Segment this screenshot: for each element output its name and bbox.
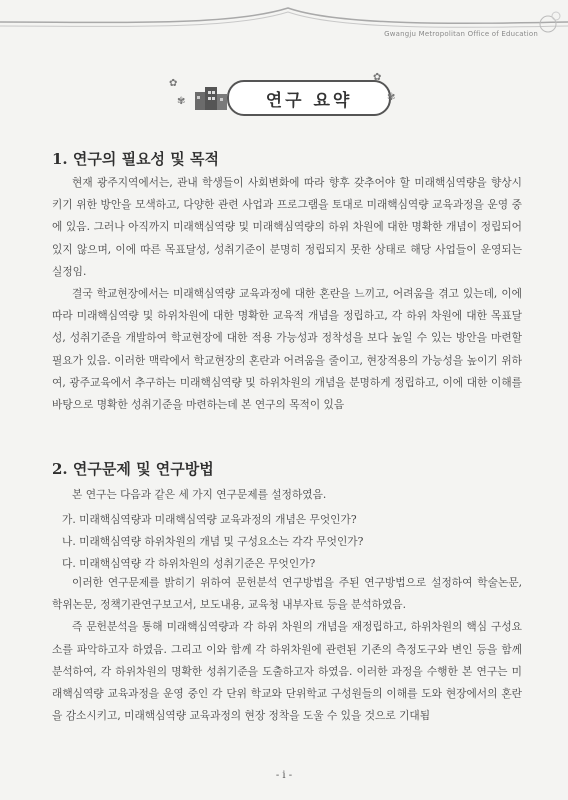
paragraph: 본 연구는 다음과 같은 세 가지 연구문제를 설정하였음. [72, 488, 327, 501]
section-heading: 2. 연구문제 및 연구방법 [52, 460, 214, 478]
flower-icon: ✾ [177, 96, 186, 107]
flower-icon: ✿ [169, 78, 178, 89]
section-heading: 1. 연구의 필요성 및 목적 [52, 150, 219, 168]
list-item: 다. 미래핵심역량 각 하위차원의 성취기준은 무엇인가? [62, 557, 316, 570]
flower-icon: ✾ [387, 92, 396, 103]
page-number: - i - [275, 770, 293, 781]
section-body [52, 172, 522, 416]
list-item: 나. 미래핵심역량 하위차원의 개념 및 구성요소는 각각 무엇인가? [62, 535, 364, 548]
paragraph: 결국 학교현장에서는 미래핵심역량 교육과정에 대한 혼란을 느끼고, 어려움을 겪고 있는데, 이에 따라 미래핵심역량 및 하위차원에 대한 명확한 교육적 개념을 정립하고, 각 하위 차원에 대한 목표달성, 성취기준을 개발하여 학교현장에 대한 적용 가능성과 정착성을 보다 높일 수 있는 방안을 마련할 필요가 있음. 이러한 맥락에서 학교현장의 혼란과 어려움을 줄이고, 현장적용의 가능성을 높이기 위하여, 광주교육에서 추구하는 미래핵심역량 및 하위차원의 개념을 분명하게 정립하고, 이에 대한 이해를 바탕으로 명확한 성취기준을 마련하는데 본 연구의 목적이 있음 [52, 287, 522, 412]
paragraph: 즉 문헌분석을 통해 미래핵심역량과 각 하위 차원의 개념을 재정립하고, 하위차원의 핵심 구성요소를 파악하고자 하였음. 그리고 이와 함께 각 하위차원에 관련된 기존의 측정도구와 변인 등을 함께 분석하여, 각 하위차원의 명확한 성취기준을 도출하고자 하였음. 이러한 과정을 수행한 본 연구는 미래핵심역량 교육과정을 운영 중인 각 단위 학교와 단위학교 구성원들의 이해를 도와 현장에서의 혼란을 감소시키고, 미래핵심역량 교육과정의 현장 정착을 도울 수 있을 것으로 기대됨 [52, 620, 522, 723]
title-banner [165, 72, 405, 122]
page-title: 연구 요약 [227, 80, 391, 116]
list-item: 가. 미래핵심역량과 미래핵심역량 교육과정의 개념은 무엇인가? [62, 513, 357, 526]
paragraph: 현재 광주지역에서는, 관내 학생들이 사회변화에 따라 향후 갖추어야 할 미래핵심역량을 향상시키기 위한 방안을 모색하고, 다양한 관련 사업과 프로그램을 토대로 미래핵심역량 교육과정을 운영 중에 있음. 그러나 아직까지 미래핵심역량 및 미래핵심역량의 하위 차원에 대한 명확한 개념이 정립되어 있지 않으며, 이에 따른 목표달성, 성취기준이 분명히 정립되지 못한 상태로 해당 사업들이 운영되는 실정임. [52, 176, 522, 278]
flower-icon: ✿ [373, 72, 382, 83]
paragraph: 이러한 연구문제를 밝히기 위하여 문헌분석 연구방법을 주된 연구방법으로 설정하여 학술논문, 학위논문, 정책기관연구보고서, 보도내용, 교육청 내부자료 등을 분석하였음. [52, 576, 522, 612]
building-icon [193, 84, 229, 110]
header-office-name: Gwangju Metropolitan Office of Education [384, 30, 538, 38]
section-body [52, 484, 522, 506]
section-body [52, 572, 522, 727]
